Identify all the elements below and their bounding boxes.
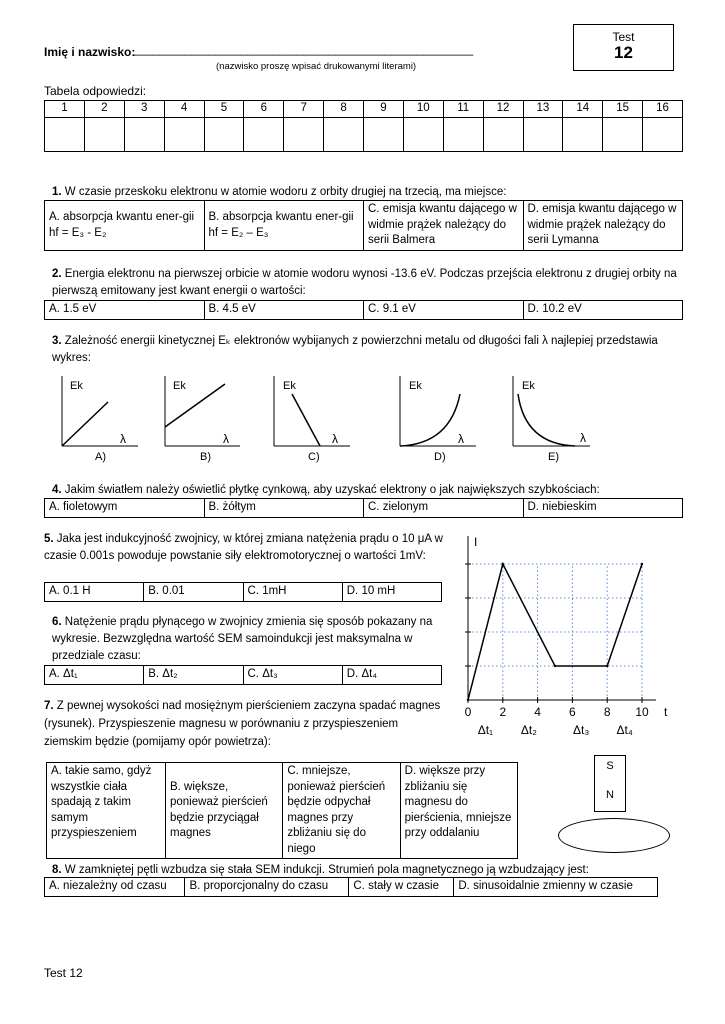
- graph-e-ylabel: Ek: [522, 380, 535, 392]
- graph-a-label: A): [95, 451, 106, 463]
- q8-number: 8.: [52, 864, 62, 876]
- answer-cell[interactable]: [364, 117, 404, 151]
- current-data-point: [554, 665, 556, 667]
- q5-number: 5.: [44, 533, 54, 545]
- x-tick-label: 10: [635, 705, 649, 719]
- graph-b-xlabel: λ: [223, 432, 229, 446]
- q6-text: [52, 614, 444, 665]
- q5-options: [44, 582, 442, 602]
- name-line[interactable]: ______________________________________________________: [134, 42, 473, 56]
- answer-col-5: 5: [204, 101, 244, 118]
- graph-d-xlabel: λ: [458, 432, 464, 446]
- graph-e[interactable]: [513, 376, 590, 463]
- answer-col-7: 7: [284, 101, 324, 118]
- q1-option-b[interactable]: B. absorpcja kwantu ener-gii hf = E₂ – E₃: [204, 201, 364, 251]
- answer-col-4: 4: [164, 101, 204, 118]
- answer-cell[interactable]: [284, 117, 324, 151]
- graph-d-ylabel: Ek: [409, 380, 422, 392]
- answer-cell[interactable]: [643, 117, 683, 151]
- interval-label: Δt₃: [572, 723, 590, 737]
- q4-option-b[interactable]: B. żółtym: [204, 499, 364, 518]
- graph-e-xlabel: λ: [580, 431, 586, 445]
- current-series-line: [468, 564, 642, 700]
- graph-a-ylabel: Ek: [70, 380, 83, 392]
- q6-options: [44, 665, 442, 685]
- graph-e-label: E): [548, 451, 559, 463]
- q3-graphs: [40, 372, 610, 467]
- q5-text: [44, 531, 448, 565]
- graph-a[interactable]: [62, 376, 138, 463]
- q7-question: Z pewnej wysokości nad mosiężnym pierścieniem zaczyna spadać magnes (rysunek). Przyspieszenie magnesu w porównaniu z przyspieszeniem ziemskim będzie (pomijamy opór powietrza):: [44, 700, 441, 748]
- answer-table: [44, 100, 683, 152]
- q4-text: [52, 482, 682, 499]
- q7-text: [44, 697, 448, 751]
- magnet: [594, 755, 626, 812]
- answer-cell[interactable]: [563, 117, 603, 151]
- q5-option-c[interactable]: C. 1mH: [243, 583, 342, 602]
- q6-number: 6.: [52, 616, 62, 628]
- q4-option-d[interactable]: D. niebieskim: [523, 499, 683, 518]
- q7-option-d[interactable]: D. większe przy zbliżaniu się magnesu do pierścienia, mniejsze przy oddalaniu: [400, 763, 517, 859]
- q6-option-a[interactable]: A. Δt₁: [45, 666, 144, 685]
- q8-question: W zamkniętej pętli wzbudza się stała SEM indukcji. Strumień pola magnetycznego ją wzbudzający jest:: [64, 864, 589, 876]
- graph-b-label: B): [200, 451, 211, 463]
- graph-a-xlabel: λ: [120, 432, 126, 446]
- x-tick-label: 0: [464, 705, 472, 719]
- q1-option-a[interactable]: A. absorpcja kwantu ener-gii hf = E₃ - E₂: [45, 201, 205, 251]
- answer-col-1: 1: [45, 101, 85, 118]
- test-number: 12: [614, 43, 633, 62]
- answer-col-15: 15: [603, 101, 643, 118]
- interval-label: Δt₂: [520, 723, 537, 737]
- q2-text: [52, 266, 680, 299]
- q2-options: [44, 300, 683, 320]
- graph-d[interactable]: [400, 376, 476, 463]
- q8-option-c[interactable]: C. stały w czasie: [349, 878, 454, 897]
- q7-options: [46, 762, 518, 859]
- answer-cell[interactable]: [603, 117, 643, 151]
- q1-number: 1.: [52, 186, 62, 198]
- y-axis-label: I: [474, 535, 478, 549]
- answer-col-2: 2: [84, 101, 124, 118]
- x-tick-label: 8: [603, 705, 611, 719]
- answer-col-16: 16: [643, 101, 683, 118]
- q7-option-c[interactable]: C. mniejsze, ponieważ pierścień będzie odpychał magnes przy zbliżaniu się do niego: [283, 763, 400, 859]
- graph-d-label: D): [434, 451, 446, 463]
- answer-col-14: 14: [563, 101, 603, 118]
- answer-cell[interactable]: [124, 117, 164, 151]
- answer-col-12: 12: [483, 101, 523, 118]
- answer-col-9: 9: [364, 101, 404, 118]
- test-label: Test: [612, 30, 635, 44]
- answer-cell[interactable]: [244, 117, 284, 151]
- answer-table-input-row: [45, 117, 683, 151]
- q2-option-b[interactable]: B. 4.5 eV: [204, 301, 364, 320]
- interval-label: Δt₁: [477, 723, 494, 737]
- magnet-south-label: S: [606, 760, 614, 772]
- name-hint: (nazwisko proszę wpisać drukowanymi literami): [216, 61, 417, 72]
- q1-option-d[interactable]: D. emisja kwantu dającego w widmie prążek należący do serii Lymanna: [523, 201, 683, 251]
- q6-option-d[interactable]: D. Δt₄: [342, 666, 441, 685]
- x-axis-label: t: [664, 705, 668, 719]
- x-tick-label: 2: [499, 705, 507, 719]
- current-chart: [450, 528, 690, 748]
- q4-number: 4.: [52, 484, 62, 496]
- q2-option-d[interactable]: D. 10.2 eV: [523, 301, 683, 320]
- q2-number: 2.: [52, 268, 62, 280]
- q1-question: W czasie przeskoku elektronu w atomie wodoru z orbity drugiej na trzecią, ma miejsce:: [64, 186, 507, 198]
- answer-cell[interactable]: [204, 117, 244, 151]
- q4-option-c[interactable]: C. zielonym: [364, 499, 524, 518]
- answer-col-13: 13: [523, 101, 563, 118]
- answer-cell[interactable]: [324, 117, 364, 151]
- graph-c[interactable]: [274, 376, 350, 463]
- graph-b[interactable]: [165, 376, 240, 463]
- q1-text: [52, 184, 682, 201]
- answer-cell[interactable]: [443, 117, 483, 151]
- x-tick-label: 4: [534, 705, 541, 719]
- current-data-point: [467, 699, 469, 701]
- q4-question: Jakim światłem należy oświetlić płytkę cynkową, aby uzyskać elektrony o jak największych szybkościach:: [64, 484, 600, 496]
- name-label: Imię i nazwisko:: [44, 45, 136, 59]
- graph-c-ylabel: Ek: [283, 380, 296, 392]
- answer-cell[interactable]: [483, 117, 523, 151]
- answer-cell[interactable]: [45, 117, 85, 151]
- answer-col-3: 3: [124, 101, 164, 118]
- q2-option-a[interactable]: A. 1.5 eV: [45, 301, 205, 320]
- current-data-point: [502, 563, 504, 565]
- magnet-north-label: N: [606, 789, 614, 801]
- q1-options: [44, 200, 683, 251]
- answer-table-header-row: [45, 101, 683, 118]
- graph-c-label: C): [308, 451, 320, 463]
- answer-cell[interactable]: [164, 117, 204, 151]
- q8-option-a[interactable]: A. niezależny od czasu: [45, 878, 185, 897]
- brass-ring: [558, 818, 670, 853]
- q3-question: Zależność energii kinetycznej Eₖ elektronów wybijanych z powierzchni metalu od długości fali λ najlepiej przedstawia wykres:: [52, 335, 658, 364]
- q4-option-a[interactable]: A. fioletowym: [45, 499, 205, 518]
- q5-option-d[interactable]: D. 10 mH: [342, 583, 441, 602]
- q2-question: Energia elektronu na pierwszej orbicie w atomie wodoru wynosi -13.6 eV. Podczas przejścia elektronu z drugiej orbity na pierwszą emitowany jest kwant energii o wartości:: [52, 268, 677, 297]
- answer-cell[interactable]: [403, 117, 443, 151]
- answer-col-8: 8: [324, 101, 364, 118]
- q3-text: [52, 333, 670, 366]
- q6-option-c[interactable]: C. Δt₃: [243, 666, 342, 685]
- test-box: [573, 24, 674, 71]
- q7-number: 7.: [44, 700, 54, 712]
- q8-option-b[interactable]: B. proporcjonalny do czasu: [185, 878, 349, 897]
- q8-options: [44, 877, 658, 897]
- x-tick-label: 6: [569, 705, 576, 719]
- answer-cell[interactable]: [84, 117, 124, 151]
- q2-option-c[interactable]: C. 9.1 eV: [364, 301, 524, 320]
- current-data-point: [641, 563, 643, 565]
- q5-option-a[interactable]: A. 0.1 H: [45, 583, 144, 602]
- current-data-point: [606, 665, 608, 667]
- q8-option-d[interactable]: D. sinusoidalnie zmienny w czasie: [454, 878, 658, 897]
- answer-col-6: 6: [244, 101, 284, 118]
- graph-c-xlabel: λ: [332, 432, 338, 446]
- q6-option-b[interactable]: B. Δt₂: [144, 666, 243, 685]
- q1-option-c[interactable]: C. emisja kwantu dającego w widmie prążek należący do serii Balmera: [364, 201, 524, 251]
- footer-text: Test 12: [44, 966, 83, 980]
- answer-table-title: Tabela odpowiedzi:: [44, 84, 147, 98]
- q5-option-b[interactable]: B. 0.01: [144, 583, 243, 602]
- answer-col-10: 10: [403, 101, 443, 118]
- q3-number: 3.: [52, 335, 62, 347]
- q7-option-a[interactable]: A. takie samo, gdyż wszystkie ciała spadają z takim samym przyspieszeniem: [47, 763, 166, 859]
- interval-label: Δt₄: [616, 723, 633, 737]
- graph-b-ylabel: Ek: [173, 380, 186, 392]
- answer-col-11: 11: [443, 101, 483, 118]
- q7-option-b[interactable]: B. większe, ponieważ pierścień będzie przyciągał magnes: [166, 763, 283, 859]
- q4-options: [44, 498, 683, 518]
- answer-cell[interactable]: [523, 117, 563, 151]
- q6-question: Natężenie prądu płynącego w zwojnicy zmienia się sposób pokazany na wykresie. Bezwzględna wartość SEM samoindukcji jest maksymalna w przedziale czasu:: [52, 616, 433, 662]
- q5-question: Jaka jest indukcyjność zwojnicy, w której zmiana natężenia prądu o 10 μA w czasie 0.001s powoduje powstanie siły elektromotorycznej o wartości 1mV:: [44, 533, 443, 562]
